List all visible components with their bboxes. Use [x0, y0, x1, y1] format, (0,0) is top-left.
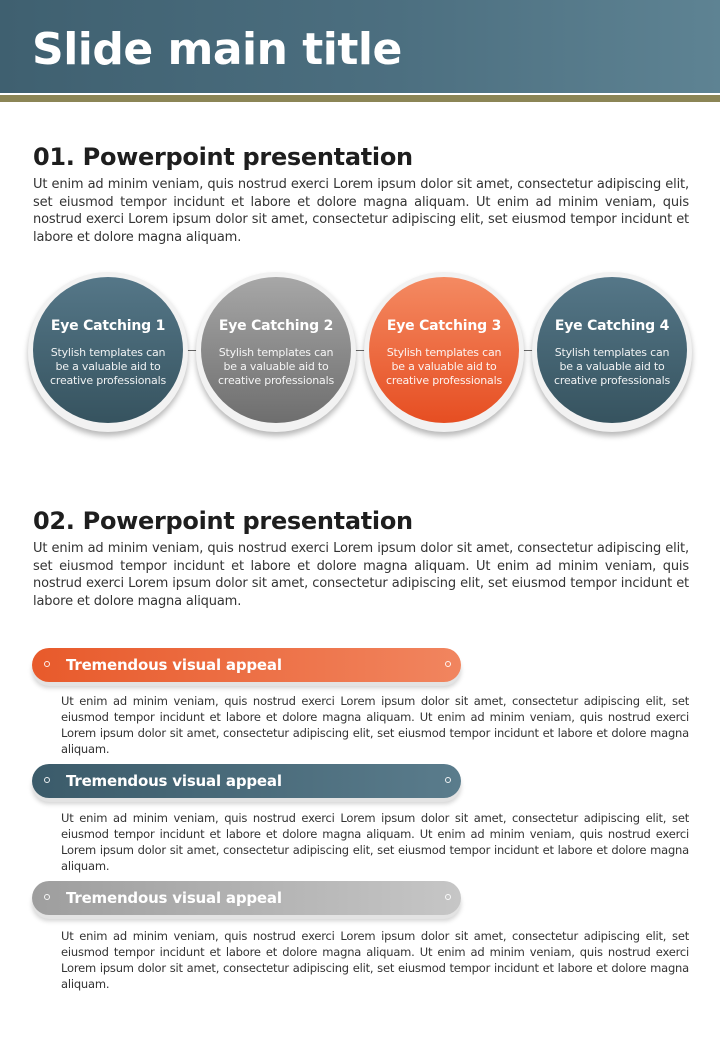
appeal-bar-2 [32, 764, 461, 798]
section-2-body: Ut enim ad minim veniam, quis nostrud exerci Lorem ipsum dolor sit amet, consectetur adipiscing elit, set eiusmod tempor incidunt et labore et dolore magna aliquam. Ut enim ad minim veniam, quis nostrud exerci Lorem ipsum dolor sit amet, consectetur adipiscing elit, set eiusmod tempor incidunt et labore et dolore magna aliquam. [33, 541, 689, 609]
appeal-bar-1-body: Ut enim ad minim veniam, quis nostrud exerci Lorem ipsum dolor sit amet, consectetur adipiscing elit, set eiusmod tempor incidunt et labore et dolore magna aliquam. Ut enim ad minim veniam, quis nostrud exerci Lorem ipsum dolor sit amet, consectetur adipiscing elit, set eiusmod tempor incidunt et labore et dolore magna aliquam. [61, 694, 689, 756]
bar-label: Tremendous visual appeal [66, 772, 282, 790]
circle-title: Eye Catching 2 [218, 318, 334, 334]
bullet-dot-icon [445, 661, 451, 667]
circle-title: Eye Catching 3 [386, 318, 502, 334]
bullet-dot-icon [445, 894, 451, 900]
slide-title: Slide main title [32, 24, 402, 75]
circle-title: Eye Catching 1 [50, 318, 166, 334]
circle-description: Stylish templates can be a valuable aid to creative professionals [554, 346, 670, 387]
bar-label: Tremendous visual appeal [66, 656, 282, 674]
circle-title: Eye Catching 4 [554, 318, 670, 334]
circle-item-3 [364, 272, 524, 432]
appeal-bar-2-body: Ut enim ad minim veniam, quis nostrud exerci Lorem ipsum dolor sit amet, consectetur adipiscing elit, set eiusmod tempor incidunt et labore et dolore magna aliquam. Ut enim ad minim veniam, quis nostrud exerci Lorem ipsum dolor sit amet, consectetur adipiscing elit, set eiusmod tempor incidunt et labore et dolore magna aliquam. [61, 811, 689, 873]
bullet-dot-icon [445, 777, 451, 783]
appeal-bar-1 [32, 648, 461, 682]
bullet-dot-icon [44, 777, 50, 783]
circle-badge [201, 277, 351, 423]
circle-badge [369, 277, 519, 423]
circle-description: Stylish templates can be a valuable aid to creative professionals [218, 346, 334, 387]
circle-item-2 [196, 272, 356, 432]
appeal-bar-3-body: Ut enim ad minim veniam, quis nostrud exerci Lorem ipsum dolor sit amet, consectetur adipiscing elit, set eiusmod tempor incidunt et labore et dolore magna aliquam. Ut enim ad minim veniam, quis nostrud exerci Lorem ipsum dolor sit amet, consectetur adipiscing elit, set eiusmod tempor incidunt et labore et dolore magna aliquam. [61, 929, 689, 991]
appeal-bar-3 [32, 881, 461, 915]
bullet-dot-icon [44, 894, 50, 900]
bullet-dot-icon [44, 661, 50, 667]
circle-item-1 [28, 272, 188, 432]
section-2-title: 02. Powerpoint presentation [33, 507, 413, 535]
slide-header [0, 0, 720, 93]
circle-description: Stylish templates can be a valuable aid to creative professionals [50, 346, 166, 387]
header-divider-olive [0, 95, 720, 102]
eye-catching-circles [0, 270, 720, 435]
section-1-title: 01. Powerpoint presentation [33, 143, 413, 171]
circle-badge [33, 277, 183, 423]
section-1-body: Ut enim ad minim veniam, quis nostrud exerci Lorem ipsum dolor sit amet, consectetur adipiscing elit, set eiusmod tempor incidunt et labore et dolore magna aliquam. Ut enim ad minim veniam, quis nostrud exerci Lorem ipsum dolor sit amet, consectetur adipiscing elit, set eiusmod tempor incidunt et labore et dolore magna aliquam. [33, 177, 689, 245]
circle-description: Stylish templates can be a valuable aid to creative professionals [386, 346, 502, 387]
bar-label: Tremendous visual appeal [66, 889, 282, 907]
circle-badge [537, 277, 687, 423]
circle-item-4 [532, 272, 692, 432]
